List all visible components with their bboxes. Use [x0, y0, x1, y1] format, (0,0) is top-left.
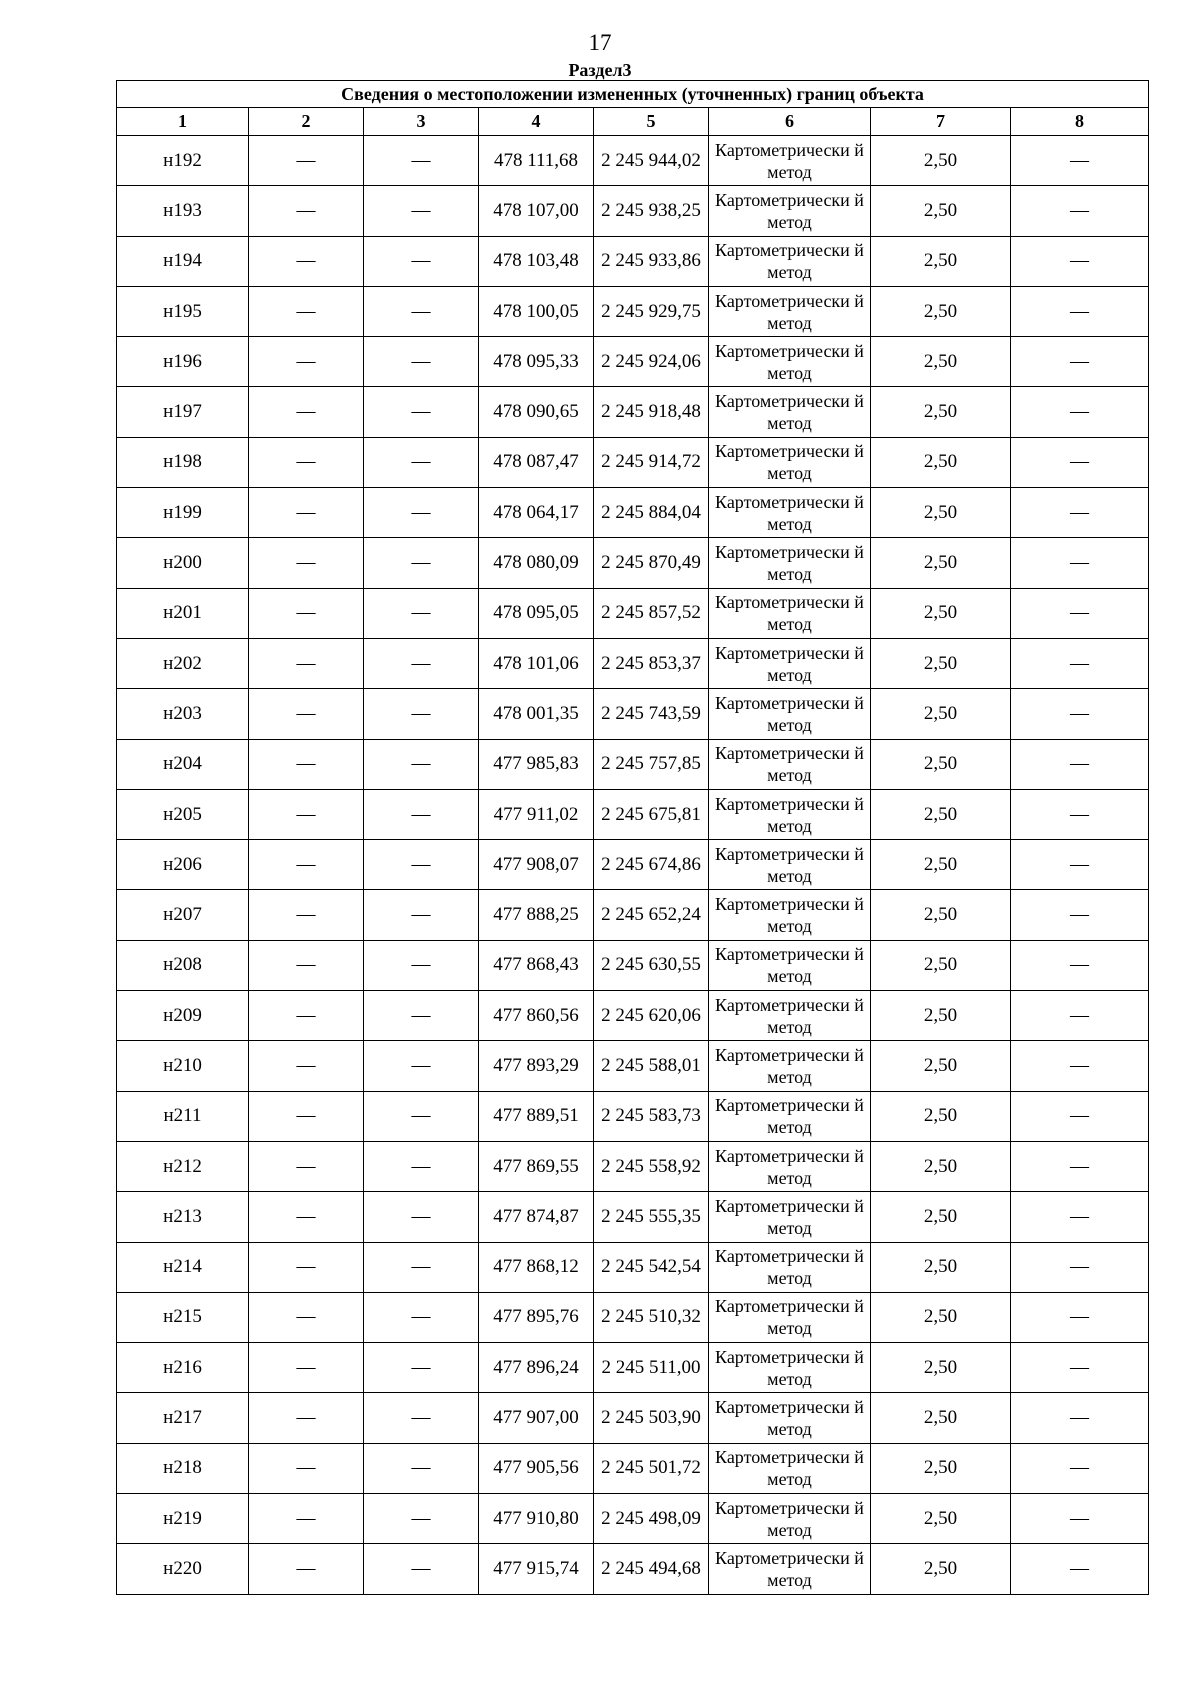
- column-2-cell: —: [249, 940, 364, 990]
- precision-cell: 2,50: [871, 236, 1011, 286]
- column-8-cell: —: [1011, 387, 1149, 437]
- x-coordinate-cell: 477 888,25: [479, 890, 594, 940]
- method-cell: Картометрически й метод: [709, 1192, 871, 1242]
- column-2-cell: —: [249, 1192, 364, 1242]
- method-cell: Картометрически й метод: [709, 136, 871, 186]
- point-number-cell: н212: [117, 1141, 249, 1191]
- column-2-cell: —: [249, 538, 364, 588]
- y-coordinate-cell: 2 245 674,86: [594, 840, 709, 890]
- method-cell: Картометрически й метод: [709, 1544, 871, 1594]
- column-2-cell: —: [249, 1544, 364, 1594]
- column-3-cell: —: [364, 739, 479, 789]
- table-row: [117, 1192, 1149, 1242]
- column-3-cell: —: [364, 940, 479, 990]
- column-8-cell: —: [1011, 236, 1149, 286]
- y-coordinate-cell: 2 245 870,49: [594, 538, 709, 588]
- point-number-cell: н197: [117, 387, 249, 437]
- column-number: 7: [871, 108, 1011, 136]
- column-2-cell: —: [249, 1041, 364, 1091]
- method-cell: Картометрически й метод: [709, 1443, 871, 1493]
- column-3-cell: —: [364, 840, 479, 890]
- table-row: [117, 186, 1149, 236]
- column-3-cell: —: [364, 638, 479, 688]
- point-number-cell: н201: [117, 588, 249, 638]
- point-number-cell: н198: [117, 437, 249, 487]
- x-coordinate-cell: 477 860,56: [479, 991, 594, 1041]
- method-cell: Картометрически й метод: [709, 1141, 871, 1191]
- precision-cell: 2,50: [871, 1292, 1011, 1342]
- point-number-cell: н215: [117, 1292, 249, 1342]
- column-2-cell: —: [249, 991, 364, 1041]
- y-coordinate-cell: 2 245 494,68: [594, 1544, 709, 1594]
- point-number-cell: н195: [117, 286, 249, 336]
- x-coordinate-cell: 478 107,00: [479, 186, 594, 236]
- page-number: 17: [588, 30, 612, 55]
- column-3-cell: —: [364, 689, 479, 739]
- table-row: [117, 1141, 1149, 1191]
- table-row: [117, 890, 1149, 940]
- method-cell: Картометрически й метод: [709, 1091, 871, 1141]
- table-row: [117, 588, 1149, 638]
- column-8-cell: —: [1011, 890, 1149, 940]
- point-number-cell: н194: [117, 236, 249, 286]
- y-coordinate-cell: 2 245 944,02: [594, 136, 709, 186]
- y-coordinate-cell: 2 245 510,32: [594, 1292, 709, 1342]
- precision-cell: 2,50: [871, 1494, 1011, 1544]
- column-3-cell: —: [364, 1343, 479, 1393]
- section-title: Раздел3: [568, 60, 632, 80]
- precision-cell: 2,50: [871, 689, 1011, 739]
- column-3-cell: —: [364, 488, 479, 538]
- point-number-cell: н216: [117, 1343, 249, 1393]
- table-row: [117, 1544, 1149, 1594]
- column-number: 4: [479, 108, 594, 136]
- column-8-cell: —: [1011, 1393, 1149, 1443]
- column-8-cell: —: [1011, 1242, 1149, 1292]
- precision-cell: 2,50: [871, 286, 1011, 336]
- column-2-cell: —: [249, 638, 364, 688]
- point-number-cell: н192: [117, 136, 249, 186]
- column-8-cell: —: [1011, 638, 1149, 688]
- x-coordinate-cell: 477 907,00: [479, 1393, 594, 1443]
- method-cell: Картометрически й метод: [709, 689, 871, 739]
- table-row: [117, 136, 1149, 186]
- point-number-cell: н200: [117, 538, 249, 588]
- point-number-cell: н213: [117, 1192, 249, 1242]
- point-number-cell: н199: [117, 488, 249, 538]
- column-3-cell: —: [364, 1544, 479, 1594]
- precision-cell: 2,50: [871, 1242, 1011, 1292]
- table-row: [117, 840, 1149, 890]
- table-row: [117, 1443, 1149, 1493]
- table-row: [117, 940, 1149, 990]
- x-coordinate-cell: 477 915,74: [479, 1544, 594, 1594]
- precision-cell: 2,50: [871, 1544, 1011, 1594]
- table-row: [117, 991, 1149, 1041]
- y-coordinate-cell: 2 245 924,06: [594, 337, 709, 387]
- column-3-cell: —: [364, 1494, 479, 1544]
- y-coordinate-cell: 2 245 583,73: [594, 1091, 709, 1141]
- column-2-cell: —: [249, 840, 364, 890]
- x-coordinate-cell: 478 090,65: [479, 387, 594, 437]
- column-2-cell: —: [249, 337, 364, 387]
- table-row: [117, 638, 1149, 688]
- table-row: [117, 1292, 1149, 1342]
- point-number-cell: н204: [117, 739, 249, 789]
- column-2-cell: —: [249, 588, 364, 638]
- table-row: [117, 1393, 1149, 1443]
- column-3-cell: —: [364, 136, 479, 186]
- column-number: 5: [594, 108, 709, 136]
- table-row: [117, 437, 1149, 487]
- point-number-cell: н217: [117, 1393, 249, 1443]
- precision-cell: 2,50: [871, 739, 1011, 789]
- precision-cell: 2,50: [871, 538, 1011, 588]
- column-8-cell: —: [1011, 940, 1149, 990]
- point-number-cell: н205: [117, 789, 249, 839]
- x-coordinate-cell: 477 911,02: [479, 789, 594, 839]
- method-cell: Картометрически й метод: [709, 236, 871, 286]
- column-2-cell: —: [249, 286, 364, 336]
- method-cell: Картометрически й метод: [709, 538, 871, 588]
- table-row: [117, 337, 1149, 387]
- y-coordinate-cell: 2 245 652,24: [594, 890, 709, 940]
- point-number-cell: н220: [117, 1544, 249, 1594]
- column-2-cell: —: [249, 1242, 364, 1292]
- point-number-cell: н211: [117, 1091, 249, 1141]
- column-8-cell: —: [1011, 136, 1149, 186]
- precision-cell: 2,50: [871, 1141, 1011, 1191]
- y-coordinate-cell: 2 245 498,09: [594, 1494, 709, 1544]
- column-2-cell: —: [249, 1443, 364, 1493]
- method-cell: Картометрически й метод: [709, 186, 871, 236]
- y-coordinate-cell: 2 245 511,00: [594, 1343, 709, 1393]
- x-coordinate-cell: 477 874,87: [479, 1192, 594, 1242]
- precision-cell: 2,50: [871, 1091, 1011, 1141]
- point-number-cell: н214: [117, 1242, 249, 1292]
- column-8-cell: —: [1011, 488, 1149, 538]
- column-numbers-row: [117, 108, 1149, 136]
- precision-cell: 2,50: [871, 387, 1011, 437]
- precision-cell: 2,50: [871, 1343, 1011, 1393]
- column-2-cell: —: [249, 739, 364, 789]
- x-coordinate-cell: 478 101,06: [479, 638, 594, 688]
- table-row: [117, 286, 1149, 336]
- method-cell: Картометрически й метод: [709, 1242, 871, 1292]
- y-coordinate-cell: 2 245 558,92: [594, 1141, 709, 1191]
- column-2-cell: —: [249, 437, 364, 487]
- column-8-cell: —: [1011, 1292, 1149, 1342]
- precision-cell: 2,50: [871, 1192, 1011, 1242]
- column-3-cell: —: [364, 387, 479, 437]
- x-coordinate-cell: 477 893,29: [479, 1041, 594, 1091]
- column-8-cell: —: [1011, 1494, 1149, 1544]
- column-8-cell: —: [1011, 1041, 1149, 1091]
- y-coordinate-cell: 2 245 555,35: [594, 1192, 709, 1242]
- precision-cell: 2,50: [871, 1443, 1011, 1493]
- column-8-cell: —: [1011, 789, 1149, 839]
- y-coordinate-cell: 2 245 542,54: [594, 1242, 709, 1292]
- precision-cell: 2,50: [871, 186, 1011, 236]
- column-8-cell: —: [1011, 991, 1149, 1041]
- point-number-cell: н210: [117, 1041, 249, 1091]
- table-row: [117, 1343, 1149, 1393]
- column-number: 1: [117, 108, 249, 136]
- x-coordinate-cell: 478 064,17: [479, 488, 594, 538]
- table-row: [117, 739, 1149, 789]
- x-coordinate-cell: 477 908,07: [479, 840, 594, 890]
- column-3-cell: —: [364, 538, 479, 588]
- column-8-cell: —: [1011, 840, 1149, 890]
- precision-cell: 2,50: [871, 136, 1011, 186]
- column-3-cell: —: [364, 186, 479, 236]
- column-2-cell: —: [249, 890, 364, 940]
- y-coordinate-cell: 2 245 857,52: [594, 588, 709, 638]
- column-number: 3: [364, 108, 479, 136]
- column-3-cell: —: [364, 337, 479, 387]
- y-coordinate-cell: 2 245 743,59: [594, 689, 709, 739]
- y-coordinate-cell: 2 245 503,90: [594, 1393, 709, 1443]
- precision-cell: 2,50: [871, 337, 1011, 387]
- point-number-cell: н196: [117, 337, 249, 387]
- column-number: 2: [249, 108, 364, 136]
- y-coordinate-cell: 2 245 501,72: [594, 1443, 709, 1493]
- method-cell: Картометрически й метод: [709, 840, 871, 890]
- x-coordinate-cell: 477 905,56: [479, 1443, 594, 1493]
- x-coordinate-cell: 477 985,83: [479, 739, 594, 789]
- method-cell: Картометрически й метод: [709, 940, 871, 990]
- method-cell: Картометрически й метод: [709, 638, 871, 688]
- column-2-cell: —: [249, 789, 364, 839]
- column-2-cell: —: [249, 488, 364, 538]
- table-row: [117, 1494, 1149, 1544]
- precision-cell: 2,50: [871, 1041, 1011, 1091]
- method-cell: Картометрически й метод: [709, 1393, 871, 1443]
- column-3-cell: —: [364, 1292, 479, 1342]
- column-2-cell: —: [249, 236, 364, 286]
- x-coordinate-cell: 478 095,05: [479, 588, 594, 638]
- y-coordinate-cell: 2 245 918,48: [594, 387, 709, 437]
- column-3-cell: —: [364, 286, 479, 336]
- column-2-cell: —: [249, 136, 364, 186]
- method-cell: Картометрически й метод: [709, 1494, 871, 1544]
- precision-cell: 2,50: [871, 789, 1011, 839]
- method-cell: Картометрически й метод: [709, 437, 871, 487]
- x-coordinate-cell: 477 869,55: [479, 1141, 594, 1191]
- point-number-cell: н208: [117, 940, 249, 990]
- column-8-cell: —: [1011, 538, 1149, 588]
- column-3-cell: —: [364, 991, 479, 1041]
- precision-cell: 2,50: [871, 840, 1011, 890]
- column-8-cell: —: [1011, 1544, 1149, 1594]
- precision-cell: 2,50: [871, 940, 1011, 990]
- x-coordinate-cell: 478 111,68: [479, 136, 594, 186]
- column-8-cell: —: [1011, 1343, 1149, 1393]
- method-cell: Картометрически й метод: [709, 337, 871, 387]
- x-coordinate-cell: 477 868,43: [479, 940, 594, 990]
- column-2-cell: —: [249, 1343, 364, 1393]
- y-coordinate-cell: 2 245 630,55: [594, 940, 709, 990]
- column-2-cell: —: [249, 1292, 364, 1342]
- table-body: [117, 136, 1149, 1595]
- column-8-cell: —: [1011, 739, 1149, 789]
- column-8-cell: —: [1011, 437, 1149, 487]
- table-row: [117, 538, 1149, 588]
- method-cell: Картометрически й метод: [709, 488, 871, 538]
- y-coordinate-cell: 2 245 853,37: [594, 638, 709, 688]
- table-row: [117, 1041, 1149, 1091]
- table-row: [117, 1242, 1149, 1292]
- table-row: [117, 689, 1149, 739]
- column-8-cell: —: [1011, 1192, 1149, 1242]
- point-number-cell: н209: [117, 991, 249, 1041]
- table-row: [117, 387, 1149, 437]
- y-coordinate-cell: 2 245 938,25: [594, 186, 709, 236]
- x-coordinate-cell: 477 896,24: [479, 1343, 594, 1393]
- precision-cell: 2,50: [871, 890, 1011, 940]
- method-cell: Картометрически й метод: [709, 387, 871, 437]
- table-row: [117, 789, 1149, 839]
- column-8-cell: —: [1011, 1141, 1149, 1191]
- column-3-cell: —: [364, 1091, 479, 1141]
- point-number-cell: н202: [117, 638, 249, 688]
- precision-cell: 2,50: [871, 638, 1011, 688]
- method-cell: Картометрически й метод: [709, 286, 871, 336]
- x-coordinate-cell: 477 889,51: [479, 1091, 594, 1141]
- column-3-cell: —: [364, 1192, 479, 1242]
- precision-cell: 2,50: [871, 1393, 1011, 1443]
- method-cell: Картометрически й метод: [709, 1041, 871, 1091]
- x-coordinate-cell: 477 895,76: [479, 1292, 594, 1342]
- column-3-cell: —: [364, 789, 479, 839]
- table-row: [117, 1091, 1149, 1141]
- table-row: [117, 488, 1149, 538]
- table-row: [117, 236, 1149, 286]
- column-8-cell: —: [1011, 286, 1149, 336]
- x-coordinate-cell: 478 080,09: [479, 538, 594, 588]
- point-number-cell: н206: [117, 840, 249, 890]
- y-coordinate-cell: 2 245 588,01: [594, 1041, 709, 1091]
- method-cell: Картометрически й метод: [709, 1343, 871, 1393]
- x-coordinate-cell: 477 868,12: [479, 1242, 594, 1292]
- y-coordinate-cell: 2 245 884,04: [594, 488, 709, 538]
- column-8-cell: —: [1011, 186, 1149, 236]
- precision-cell: 2,50: [871, 991, 1011, 1041]
- method-cell: Картометрически й метод: [709, 588, 871, 638]
- column-2-cell: —: [249, 186, 364, 236]
- column-3-cell: —: [364, 890, 479, 940]
- y-coordinate-cell: 2 245 675,81: [594, 789, 709, 839]
- column-2-cell: —: [249, 387, 364, 437]
- column-3-cell: —: [364, 437, 479, 487]
- column-3-cell: —: [364, 588, 479, 638]
- point-number-cell: н193: [117, 186, 249, 236]
- x-coordinate-cell: 478 001,35: [479, 689, 594, 739]
- y-coordinate-cell: 2 245 929,75: [594, 286, 709, 336]
- column-3-cell: —: [364, 1393, 479, 1443]
- column-8-cell: —: [1011, 689, 1149, 739]
- x-coordinate-cell: 478 095,33: [479, 337, 594, 387]
- method-cell: Картометрически й метод: [709, 739, 871, 789]
- x-coordinate-cell: 478 087,47: [479, 437, 594, 487]
- column-3-cell: —: [364, 1041, 479, 1091]
- precision-cell: 2,50: [871, 588, 1011, 638]
- boundary-coordinates-table: [116, 80, 1149, 1595]
- method-cell: Картометрически й метод: [709, 789, 871, 839]
- column-3-cell: —: [364, 1141, 479, 1191]
- column-8-cell: —: [1011, 1443, 1149, 1493]
- column-3-cell: —: [364, 1242, 479, 1292]
- y-coordinate-cell: 2 245 933,86: [594, 236, 709, 286]
- column-number: 6: [709, 108, 871, 136]
- column-2-cell: —: [249, 1141, 364, 1191]
- y-coordinate-cell: 2 245 914,72: [594, 437, 709, 487]
- column-2-cell: —: [249, 689, 364, 739]
- method-cell: Картометрически й метод: [709, 1292, 871, 1342]
- column-2-cell: —: [249, 1393, 364, 1443]
- column-number: 8: [1011, 108, 1149, 136]
- y-coordinate-cell: 2 245 620,06: [594, 991, 709, 1041]
- column-2-cell: —: [249, 1091, 364, 1141]
- precision-cell: 2,50: [871, 488, 1011, 538]
- precision-cell: 2,50: [871, 437, 1011, 487]
- x-coordinate-cell: 478 103,48: [479, 236, 594, 286]
- x-coordinate-cell: 478 100,05: [479, 286, 594, 336]
- point-number-cell: н218: [117, 1443, 249, 1493]
- x-coordinate-cell: 477 910,80: [479, 1494, 594, 1544]
- y-coordinate-cell: 2 245 757,85: [594, 739, 709, 789]
- column-3-cell: —: [364, 1443, 479, 1493]
- column-8-cell: —: [1011, 588, 1149, 638]
- column-8-cell: —: [1011, 337, 1149, 387]
- point-number-cell: н207: [117, 890, 249, 940]
- point-number-cell: н203: [117, 689, 249, 739]
- table-caption: Сведения о местоположении измененных (уточненных) границ объекта: [117, 81, 1149, 108]
- method-cell: Картометрически й метод: [709, 991, 871, 1041]
- column-8-cell: —: [1011, 1091, 1149, 1141]
- column-3-cell: —: [364, 236, 479, 286]
- method-cell: Картометрически й метод: [709, 890, 871, 940]
- point-number-cell: н219: [117, 1494, 249, 1544]
- column-2-cell: —: [249, 1494, 364, 1544]
